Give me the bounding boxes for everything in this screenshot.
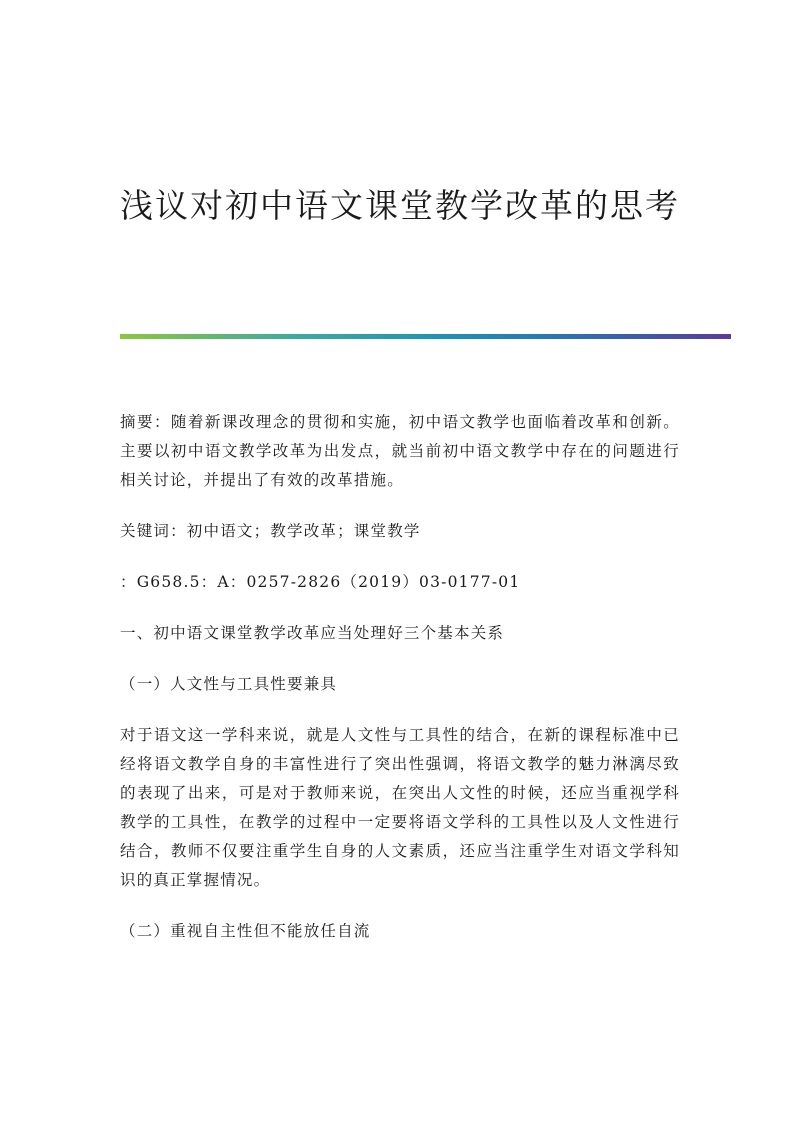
subsection-heading-1: （一）人文性与工具性要兼具: [120, 675, 338, 693]
abstract-paragraph: 摘要：随着新课改理念的贯彻和实施，初中语文教学也面临着改革和创新。主要以初中语文教学改革为出发点，就当前初中语文教学中存在的问题进行相关讨论，并提出了有效的改革措施。: [120, 413, 680, 489]
document-title: 浅议对初中语文课堂教学改革的思考: [120, 186, 680, 225]
subsection-heading-2: （二）重视自主性但不能放任自流: [120, 922, 371, 940]
document-body: [120, 408, 680, 946]
section-heading-1: 一、初中语文课堂教学改革应当处理好三个基本关系: [120, 624, 505, 642]
subsection-body-1: 对于语文这一学科来说，就是人文性与工具性的结合，在新的课程标准中已经将语文教学自身的丰富性进行了突出性强调，将语文教学的魅力淋漓尽致的表现了出来，可是对于教师来说，在突出人文性的时候，还应当重视学科教学的工具性，在教学的过程中一定要将语文学科的工具性以及人文性进行结合，教师不仅要注重学生自身的人文素质，还应当注重学生对语文学科知识的真正掌握情况。: [120, 726, 680, 889]
title-divider: [120, 334, 731, 339]
keywords-line: 关键词：初中语文；教学改革；课堂教学: [120, 522, 421, 540]
classification-line: ：G658.5：A：0257-2826（2019）03-0177-01: [120, 573, 521, 591]
